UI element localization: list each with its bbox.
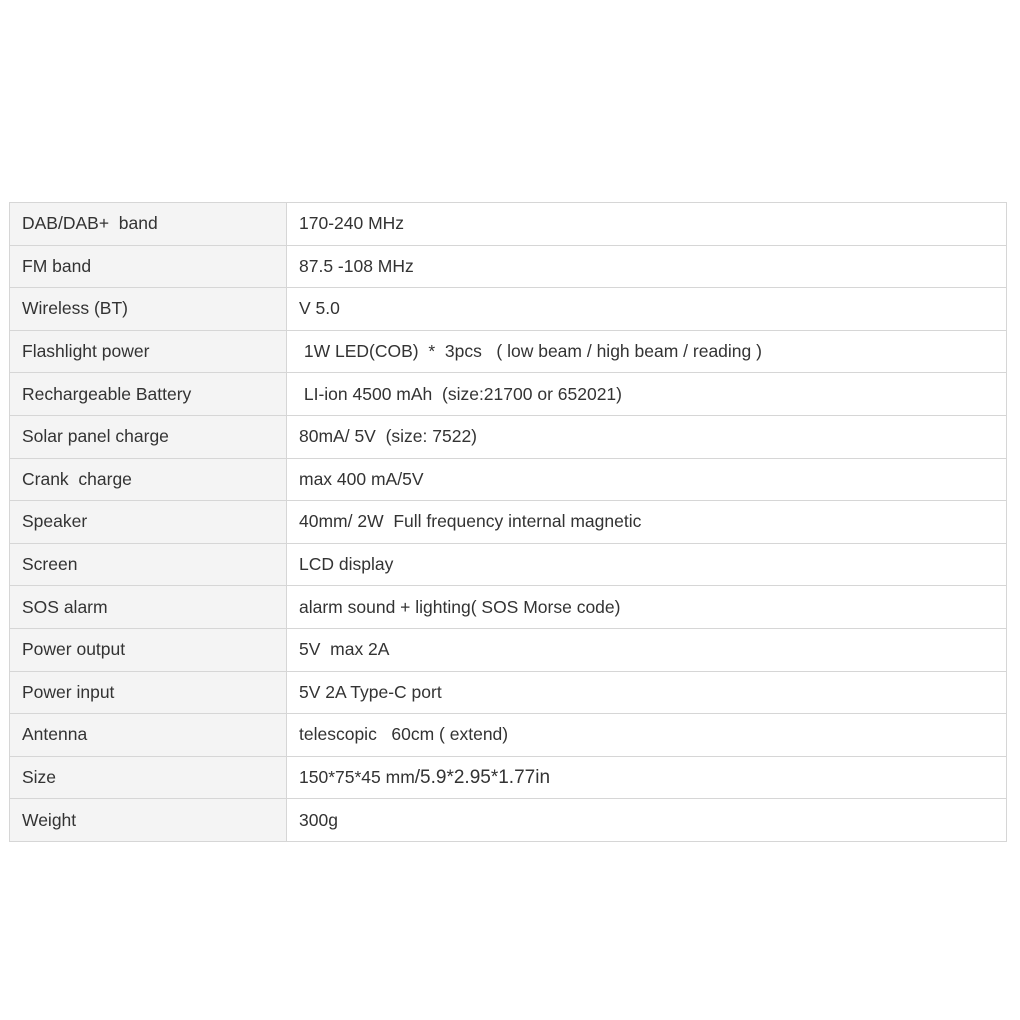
spec-value: alarm sound + lighting( SOS Morse code): [287, 586, 1007, 629]
table-row: [10, 714, 1007, 757]
spec-value: 170-240 MHz: [287, 203, 1007, 246]
spec-label: Screen: [10, 543, 287, 586]
spec-label: Power input: [10, 671, 287, 714]
spec-label: Solar panel charge: [10, 415, 287, 458]
table-row: [10, 288, 1007, 331]
spec-label: Crank charge: [10, 458, 287, 501]
spec-value: 300g: [287, 799, 1007, 842]
spec-value: telescopic 60cm ( extend): [287, 714, 1007, 757]
size-metric: 150*75*45 mm: [299, 766, 415, 787]
table-row: [10, 245, 1007, 288]
table-row: [10, 373, 1007, 416]
table-row: [10, 799, 1007, 842]
spec-value: LCD display: [287, 543, 1007, 586]
spec-label: SOS alarm: [10, 586, 287, 629]
spec-table: [9, 202, 1007, 842]
spec-label: Power output: [10, 628, 287, 671]
spec-value: 5V 2A Type-C port: [287, 671, 1007, 714]
spec-label: DAB/DAB+ band: [10, 203, 287, 246]
spec-value: 5V max 2A: [287, 628, 1007, 671]
spec-value: [287, 756, 1007, 799]
spec-label: Rechargeable Battery: [10, 373, 287, 416]
table-row: [10, 330, 1007, 373]
table-row: [10, 415, 1007, 458]
spec-value: V 5.0: [287, 288, 1007, 331]
table-row: [10, 203, 1007, 246]
table-row: [10, 756, 1007, 799]
spec-label: Wireless (BT): [10, 288, 287, 331]
spec-value: max 400 mA/5V: [287, 458, 1007, 501]
spec-value: 80mA/ 5V (size: 7522): [287, 415, 1007, 458]
spec-value: 87.5 -108 MHz: [287, 245, 1007, 288]
table-row: [10, 458, 1007, 501]
spec-label: Speaker: [10, 501, 287, 544]
table-row: [10, 628, 1007, 671]
spec-label: Size: [10, 756, 287, 799]
spec-value: LI-ion 4500 mAh (size:21700 or 652021): [287, 373, 1007, 416]
table-row: [10, 543, 1007, 586]
size-imperial: /5.9*2.95*1.77in: [414, 766, 551, 788]
spec-label: Flashlight power: [10, 330, 287, 373]
spec-value: 40mm/ 2W Full frequency internal magnetic: [287, 501, 1007, 544]
spec-label: FM band: [10, 245, 287, 288]
table-row: [10, 671, 1007, 714]
table-row: [10, 586, 1007, 629]
spec-label: Antenna: [10, 714, 287, 757]
spec-value: 1W LED(COB) * 3pcs ( low beam / high beam / reading ): [287, 330, 1007, 373]
spec-label: Weight: [10, 799, 287, 842]
table-row: [10, 501, 1007, 544]
